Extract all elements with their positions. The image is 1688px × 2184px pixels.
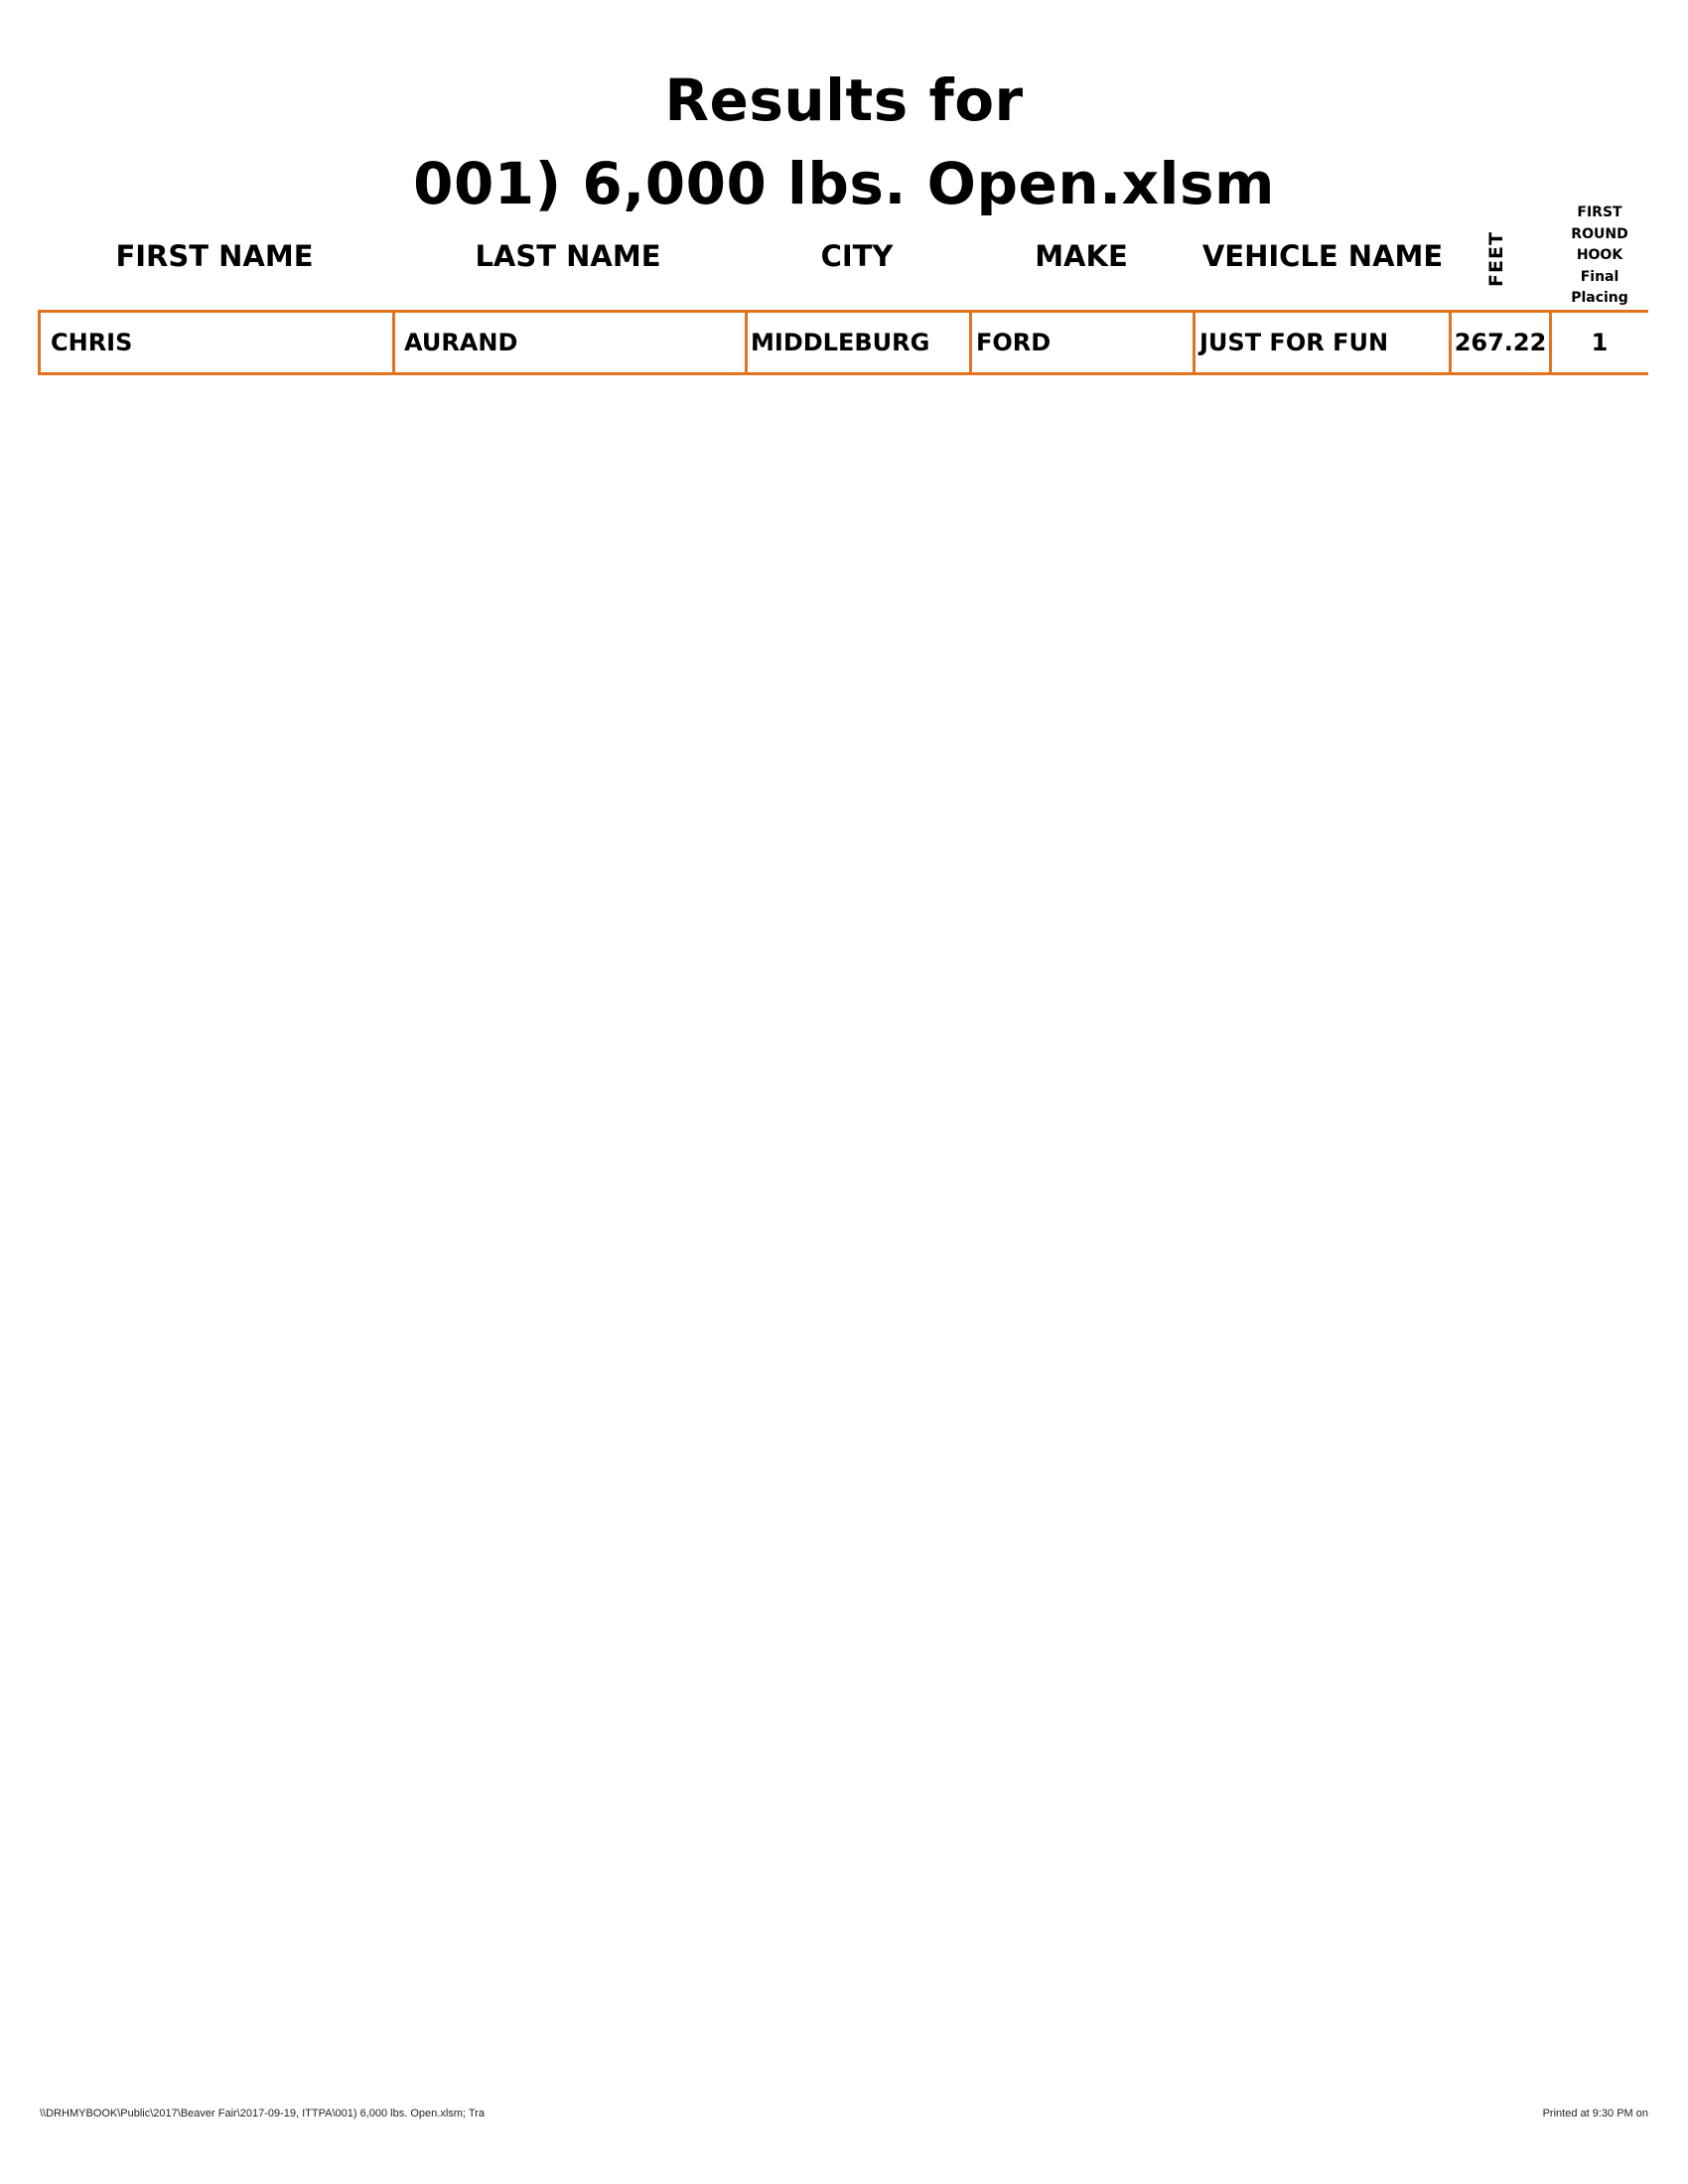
page-title-line1: Results for — [664, 67, 1024, 134]
cell-placing: 1 — [1591, 329, 1609, 356]
column-divider — [745, 313, 748, 372]
header-placing — [1554, 203, 1645, 310]
header-placing-line: HOOK — [1576, 247, 1623, 263]
header-placing-line: Placing — [1571, 290, 1628, 306]
cell-feet: 267.22 — [1454, 329, 1547, 356]
header-feet — [1473, 224, 1520, 294]
results-table — [38, 310, 1648, 375]
header-make: MAKE — [1035, 239, 1128, 273]
cell-city: MIDDLEBURG — [751, 329, 930, 356]
header-placing-line: Final — [1580, 268, 1619, 285]
column-divider — [969, 313, 972, 372]
column-divider — [1193, 313, 1196, 372]
footer-printed-time: Printed at 9:30 PM on — [1542, 2108, 1648, 2119]
header-last-name: LAST NAME — [475, 239, 661, 273]
cell-vehicle-name: JUST FOR FUN — [1199, 329, 1389, 356]
header-placing-line: FIRST — [1577, 205, 1622, 220]
page-title-line2: 001) 6,000 lbs. Open.xlsm — [413, 150, 1275, 217]
header-first-name: FIRST NAME — [115, 239, 314, 273]
header-placing-line: ROUND — [1571, 225, 1628, 242]
cell-first-name: CHRIS — [51, 329, 133, 356]
column-divider — [392, 313, 395, 372]
column-divider — [1449, 313, 1452, 372]
header-feet-label: FEET — [1485, 231, 1507, 287]
cell-make: FORD — [976, 329, 1052, 356]
cell-last-name: AURAND — [404, 329, 518, 356]
header-city: CITY — [820, 239, 894, 273]
footer-file-path: \\DRHMYBOOK\Public\2017\Beaver Fair\2017-09-19, ITTPA\001) 6,000 lbs. Open.xlsm; Tra — [40, 2108, 485, 2119]
header-vehicle-name: VEHICLE NAME — [1201, 239, 1444, 273]
